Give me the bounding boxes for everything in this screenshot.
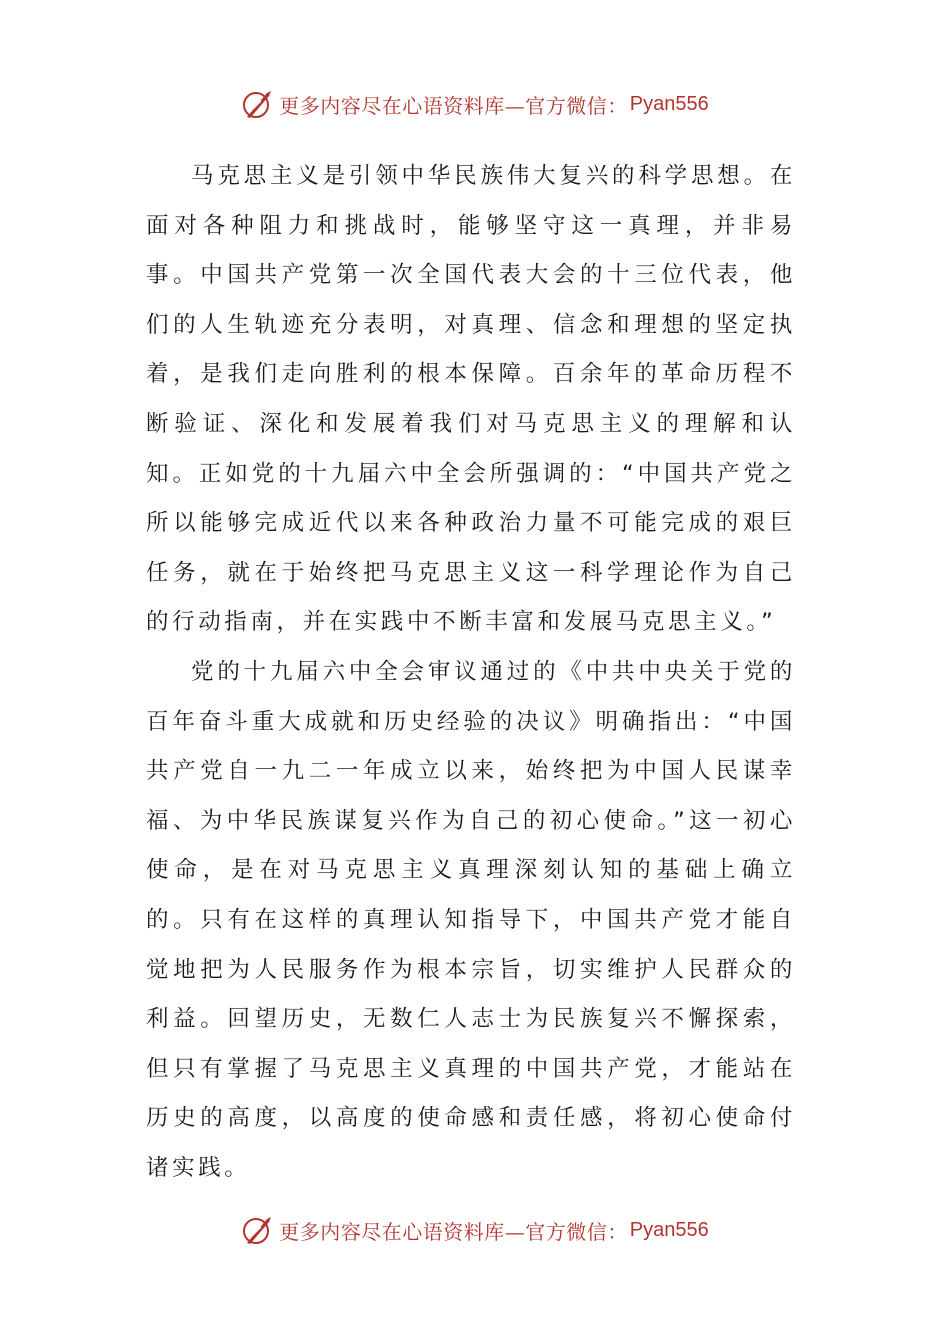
quill-pen-logo-icon <box>241 87 275 121</box>
paragraph-1: 马克思主义是引领中华民族伟大复兴的科学思想。在面对各种阻力和挑战时，能够坚守这一真理，并非易事。中国共产党第一次全国代表大会的十三位代表，他们的人生轨迹充分表明，对真理、信念和理想的坚定执着，是我们走向胜利的根本保障。百余年的革命历程不断验证、深化和发展着我们对马克思主义的理解和认知。正如党的十九届六中全会所强调的：“中国共产党之所以能够完成近代以来各种政治力量不可能完成的艰巨任务，就在于始终把马克思主义这一科学理论作为自己的行动指南，并在实践中不断丰富和发展马克思主义。” <box>146 163 796 636</box>
banner-text: 更多内容尽在心语资料库—官方微信： <box>279 1219 628 1244</box>
wechat-id: Pyan556 <box>629 1218 709 1241</box>
document-body <box>146 152 796 1193</box>
paragraph-2: 党的十九届六中全会审议通过的《中共中央关于党的百年奋斗重大成就和历史经验的决议》明确指出：“中国共产党自一九二一年成立以来，始终把为中国人民谋幸福、为中华民族谋复兴作为自己的初心使命。”这一初心使命，是在对马克思主义真理深刻认知的基础上确立的。只有在这样的真理认知指导下，中国共产党才能自觉地把为人民服务作为根本宗旨，切实维护人民群众的利益。回望历史，无数仁人志士为民族复兴不懈探索，但只有掌握了马克思主义真理的中国共产党，才能站在历史的高度，以高度的使命感和责任感，将初心使命付诸实践。 <box>146 658 796 1181</box>
footer-banner <box>0 1210 950 1250</box>
quill-pen-logo-icon <box>241 1213 275 1247</box>
wechat-id: Pyan556 <box>629 92 709 115</box>
banner-text: 更多内容尽在心语资料库—官方微信： <box>279 93 628 118</box>
header-banner <box>0 84 950 124</box>
